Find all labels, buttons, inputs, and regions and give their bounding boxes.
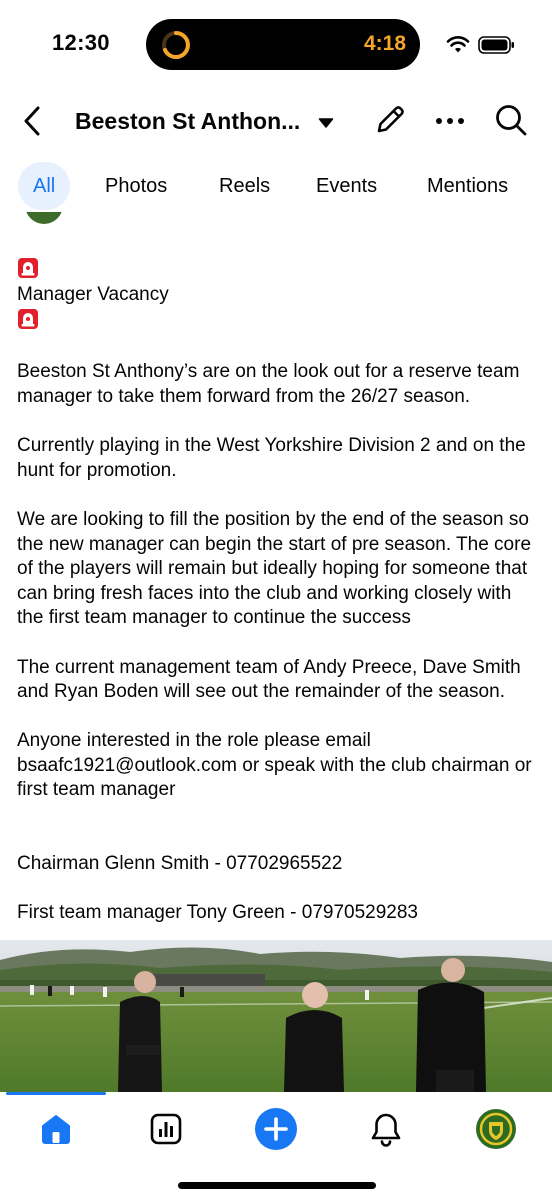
author-avatar-peek bbox=[25, 212, 63, 224]
tab-events[interactable]: Events bbox=[316, 175, 378, 197]
pencil-icon bbox=[372, 102, 408, 138]
timer-text: 4:18 bbox=[363, 32, 406, 55]
post-headline-line bbox=[17, 232, 537, 334]
tab-photos[interactable]: Photos bbox=[105, 175, 168, 197]
tab-mentions[interactable]: Mentions bbox=[427, 175, 509, 197]
tab-all[interactable]: All bbox=[18, 162, 70, 210]
search-icon bbox=[493, 102, 529, 138]
back-chevron-icon bbox=[18, 104, 48, 138]
page-title[interactable]: Beeston St Anthon... bbox=[75, 108, 301, 134]
post-body bbox=[17, 232, 537, 1027]
notifications-bell-icon bbox=[369, 1111, 403, 1147]
nav-profile-button[interactable] bbox=[474, 1107, 518, 1151]
dynamic-island[interactable] bbox=[146, 19, 420, 70]
post-contacts bbox=[17, 828, 537, 926]
dropdown-caret-icon bbox=[318, 117, 334, 129]
post-paragraph: Anyone interested in the role please email bsaafc1921@outlook.com or speak with the club chairman or first team manager bbox=[17, 730, 532, 801]
post-headline: Manager Vacancy bbox=[17, 284, 169, 306]
post-paragraph: The current management team of Andy Preece, Dave Smith and Ryan Boden will see out the remainder of the season. bbox=[17, 656, 521, 703]
active-tab-indicator bbox=[6, 1092, 106, 1095]
nav-home-button[interactable] bbox=[34, 1107, 78, 1151]
contact-first-team-manager[interactable]: First team manager Tony Green - 07970529283 bbox=[17, 902, 418, 924]
nav-notifications-button[interactable] bbox=[364, 1107, 408, 1151]
edit-button[interactable] bbox=[372, 102, 408, 138]
home-indicator[interactable] bbox=[178, 1182, 376, 1189]
nav-create-button[interactable] bbox=[254, 1107, 298, 1151]
timer-icon bbox=[160, 29, 192, 61]
profile-avatar bbox=[475, 1108, 517, 1150]
battery-icon bbox=[478, 35, 516, 55]
wifi-icon bbox=[446, 36, 470, 54]
page-header bbox=[0, 96, 552, 148]
football-match-photo bbox=[0, 940, 552, 1092]
status-time: 12:30 bbox=[52, 30, 110, 55]
page-switch-caret[interactable] bbox=[318, 116, 334, 128]
contact-chairman[interactable]: Chairman Glenn Smith - 07702965522 bbox=[17, 853, 343, 875]
system-icons bbox=[446, 34, 516, 56]
nav-dashboard-button[interactable] bbox=[144, 1107, 188, 1151]
post-paragraph: We are looking to fill the position by the end of the season so the new manager can begin the start of pre season. The core of the players will remain but ideally hoping for someone that can bring fresh faces into the club and working closely with the first team manager to continue the success bbox=[17, 508, 532, 629]
post-paragraph: Currently playing in the West Yorkshire Division 2 and on the hunt for promotion. bbox=[17, 435, 526, 481]
search-button[interactable] bbox=[493, 102, 529, 138]
tab-reels[interactable]: Reels bbox=[219, 175, 271, 197]
status-bar bbox=[0, 0, 552, 90]
home-icon bbox=[38, 1111, 74, 1147]
back-button[interactable] bbox=[18, 104, 48, 138]
post-paragraph: Beeston St Anthony’s are on the look out for a reserve team manager to take them forward from the 26/27 season. bbox=[17, 361, 520, 407]
content-tabs bbox=[0, 160, 552, 212]
create-plus-icon bbox=[254, 1107, 298, 1151]
post-photo[interactable] bbox=[0, 940, 552, 1092]
more-options-button[interactable] bbox=[433, 106, 467, 136]
dashboard-icon bbox=[149, 1112, 183, 1146]
siren-icon bbox=[17, 308, 39, 330]
more-dots-icon bbox=[433, 106, 467, 136]
siren-icon bbox=[17, 257, 39, 279]
